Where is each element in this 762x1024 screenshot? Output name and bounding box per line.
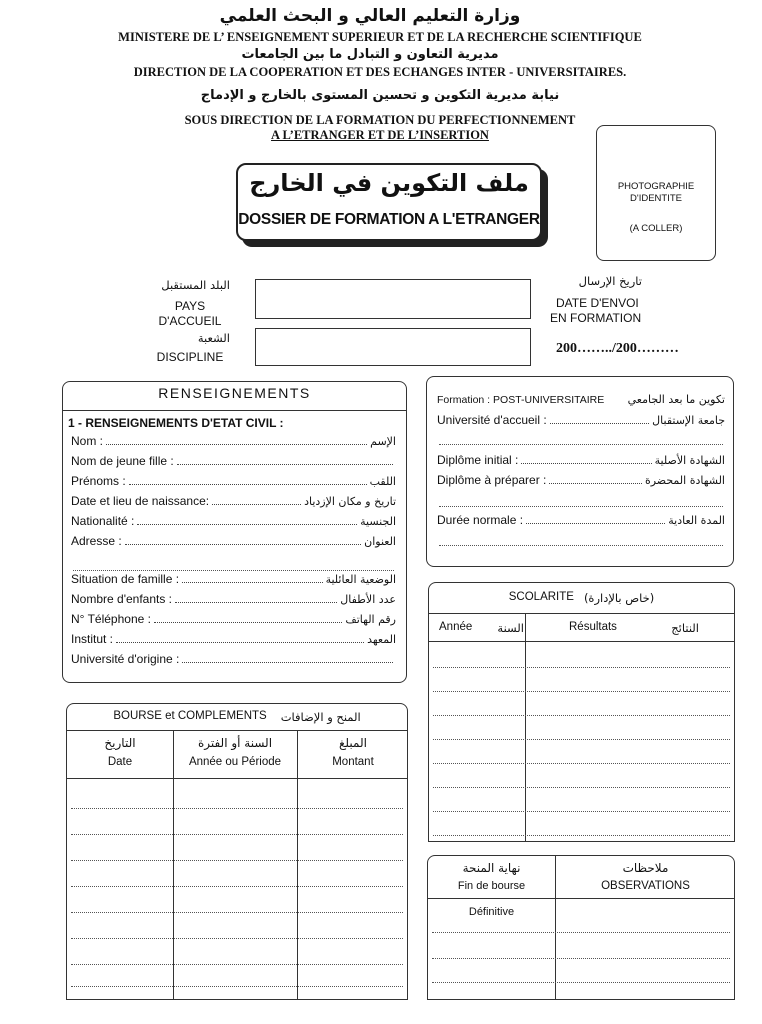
scolarite-col-resultats-arabic: النتائج: [671, 621, 699, 635]
field-nom-jeune-fille[interactable]: Nom de jeune fille :: [63, 454, 406, 468]
scolarite-col-annee: Année: [439, 621, 473, 633]
scolarite-rows[interactable]: [429, 641, 734, 841]
photo-box: [596, 125, 716, 261]
ministry-arabic: وزارة التعليم العالي و البحث العلمي: [219, 6, 521, 26]
direction-french: DIRECTION DE LA COOPERATION ET DES ECHANGES INTER - UNIVERSITAIRES.: [133, 65, 627, 79]
pays-accueil-field[interactable]: [255, 279, 531, 319]
renseignements-title-divider: [63, 410, 406, 411]
title-french: DOSSIER DE FORMATION A L'ETRANGER: [238, 211, 540, 228]
universite-continuation-line: [439, 444, 723, 445]
date-envoi-arabic-label: تاريخ الإرسال: [578, 274, 642, 288]
field-prenoms[interactable]: Prénoms : اللقب: [71, 474, 396, 488]
discipline-french-label: DISCIPLINE: [156, 350, 224, 364]
bourse-col-montant-arabic: المبلغ: [339, 736, 367, 750]
bourse-title: BOURSE et COMPLEMENTS: [113, 710, 267, 722]
bourse-col-montant: Montant: [332, 756, 374, 768]
fin-col-observations-arabic: ملاحظات: [622, 861, 669, 875]
pays-arabic-label: البلد المستقبل: [161, 278, 230, 292]
scolarite-title-arabic: (خاص بالإدارة): [583, 591, 655, 605]
scolarite-title-divider: [429, 613, 734, 614]
title-arabic: ملف التكوين في الخارج: [249, 169, 529, 197]
diplome-continuation-line: [439, 506, 723, 507]
scolarite-col-resultats: Résultats: [569, 621, 617, 633]
bourse-rows[interactable]: [67, 778, 407, 999]
field-diplome-initial[interactable]: Diplôme initial : الشهادة الأصلية: [437, 453, 725, 467]
field-nombre-enfants[interactable]: Nombre d'enfants : عدد الأطفال: [71, 592, 396, 606]
fin-bourse-box: [427, 855, 735, 1000]
title-box: [236, 163, 542, 241]
field-nom[interactable]: Nom : الإسم: [71, 434, 396, 448]
scolarite-col-annee-arabic: السنة: [497, 621, 524, 635]
bourse-title-arabic: المنح و الإضافات: [280, 710, 361, 724]
bourse-col-date-arabic: التاريخ: [104, 736, 136, 750]
direction-arabic: مديرية التعاون و التبادل ما بين الجامعات: [241, 47, 499, 62]
fin-col-fin-bourse: Fin de bourse: [457, 880, 526, 892]
subdirection-french-line1: SOUS DIRECTION DE LA FORMATION DU PERFECTIONNEMENT: [184, 113, 576, 127]
pays-french-label-2: D'ACCUEIL: [158, 314, 222, 328]
field-date-lieu-naissance[interactable]: Date et lieu de naissance: تاريخ و مكان الإزدياد: [71, 494, 396, 508]
field-institut[interactable]: Institut : المعهد: [71, 632, 396, 646]
photo-label-2: D'IDENTITE: [630, 193, 682, 204]
field-telephone[interactable]: N° Téléphone : رقم الهاتف: [71, 612, 396, 626]
photo-note: (A COLLER): [629, 223, 683, 234]
fin-rows[interactable]: [428, 898, 734, 999]
field-situation-famille[interactable]: Situation de famille : الوضعية العائلية: [71, 572, 396, 586]
discipline-field[interactable]: [255, 328, 531, 366]
renseignements-section-title: 1 - RENSEIGNEMENTS D'ETAT CIVIL :: [68, 416, 284, 430]
fin-col-fin-bourse-arabic: نهاية المنحة: [462, 861, 521, 875]
adresse-continuation-line: [73, 570, 394, 571]
formation-box: [426, 376, 734, 567]
date-envoi-value[interactable]: 200……../200………: [556, 341, 679, 356]
date-envoi-french-label-2: EN FORMATION: [550, 311, 642, 325]
field-universite-origine[interactable]: Université d'origine :: [63, 652, 406, 666]
bourse-box: [66, 703, 408, 1000]
field-adresse[interactable]: Adresse : العنوان: [71, 534, 396, 548]
bourse-col-periode-arabic: السنة أو الفترة: [197, 736, 273, 750]
renseignements-box: [62, 381, 407, 683]
duree-continuation-line: [439, 545, 723, 546]
field-diplome-preparer[interactable]: Diplôme à préparer : الشهادة المحضرة: [437, 473, 725, 487]
pays-french-label-1: PAYS: [174, 299, 206, 313]
bourse-col-periode: Année ou Période: [188, 756, 282, 768]
ministry-french: MINISTERE DE L’ ENSEIGNEMENT SUPERIEUR ET DE LA RECHERCHE SCIENTIFIQUE: [118, 30, 642, 44]
scolarite-title: SCOLARITE: [508, 591, 574, 603]
bourse-col-date: Date: [107, 756, 133, 768]
formation-label-french: Formation : POST-UNIVERSITAIRE: [437, 394, 605, 406]
field-nationalite[interactable]: Nationalité : الجنسية: [71, 514, 396, 528]
fin-col-observations: OBSERVATIONS: [601, 880, 690, 892]
scolarite-box: [428, 582, 735, 842]
date-envoi-french-label-1: DATE D'ENVOI: [556, 296, 639, 310]
photo-label-1: PHOTOGRAPHIE: [617, 181, 695, 192]
field-duree-normale[interactable]: Durée normale : المدة العادية: [437, 513, 725, 527]
discipline-arabic-label: الشعبة: [197, 331, 230, 345]
bourse-title-divider: [67, 730, 407, 731]
fin-definitive-label: Définitive: [468, 906, 515, 918]
renseignements-title: RENSEIGNEMENTS: [158, 385, 311, 401]
subdirection-french-line2: A L’ETRANGER ET DE L’INSERTION: [271, 128, 489, 142]
subdirection-arabic: نيابة مديرية التكوين و تحسين المستوى بالخارج و الإدماج: [200, 88, 560, 103]
formation-label-arabic: تكوين ما بعد الجامعي: [627, 393, 725, 406]
field-universite-accueil[interactable]: Université d'accueil : جامعة الإستقبال: [437, 413, 725, 427]
